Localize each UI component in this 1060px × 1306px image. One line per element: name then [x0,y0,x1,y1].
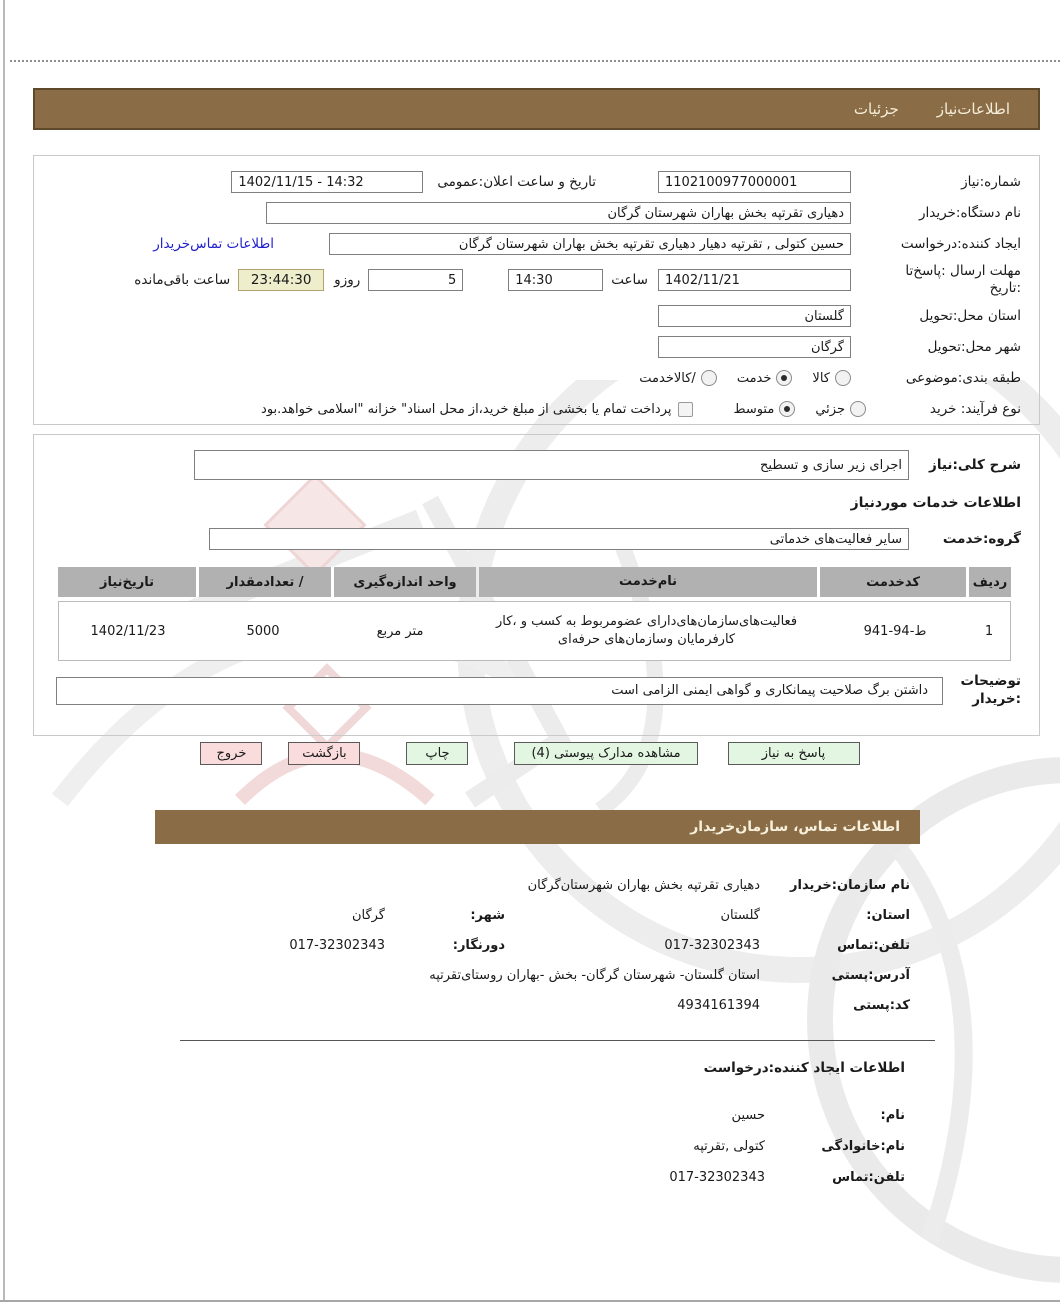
reply-deadline-label [851,263,1021,297]
cell-unit: متر مربع [376,623,424,639]
buyer-notes-label [943,673,1021,708]
radio-partial-label: جزئي [815,401,845,417]
radio-medium[interactable] [779,401,795,417]
buyer-device-label: نام دستگاه:خریدار [918,205,1021,221]
cell-need-date: 1402/11/23 [90,623,166,639]
back-button[interactable]: بازگشت [288,742,360,765]
treasury-note: پرداخت تمام یا بخشی از مبلغ خرید،از محل اسناد" خزانه "اسلامی خواهد.بود [261,401,672,417]
service-group-field[interactable]: سایر فعالیت‌های خدماتی [209,528,909,550]
screen-bottom-border [0,1300,1060,1302]
general-description-label: شرح کلی:نیاز [929,457,1021,473]
top-dotted-divider [10,60,1060,62]
section-divider [180,1040,935,1041]
radio-service[interactable] [776,370,792,386]
radio-service-label: خدمت [736,370,772,386]
col-service-name: نام‌خدمت [479,567,817,597]
process-type-label: نوع فرآیند: خرید [929,401,1021,417]
radio-goods-service-label: /کالاخدمت [639,370,696,386]
creator-name-label: نام: [880,1108,905,1123]
screen-left-border [3,0,5,1300]
creator-family-value: کتولی ,تقرتپه [693,1139,765,1154]
creator-phone-label: تلفن:تماس [832,1170,905,1185]
radio-goods-service[interactable] [701,370,717,386]
days-label: روزو [334,272,361,288]
creator-phone-value: 017-32302343 [669,1170,765,1185]
col-row-number: ردیف [969,567,1011,597]
contact-city-label: شهر: [470,907,505,923]
col-unit: واحد اندازه‌گیری [334,567,476,597]
col-service-code: کدخدمت [820,567,966,597]
tab-bar [33,88,1040,130]
cell-row-number: 1 [984,623,994,639]
postal-code-value: 4934161394 [677,997,760,1013]
creator-section-heading: اطلاعات ایجاد کننده:درخواست [703,1060,905,1076]
cell-quantity: 5000 [246,623,280,639]
services-section-heading: اطلاعات خدمات موردنیاز [850,495,1021,511]
classification-label: طبقه بندی:موضوعی [905,370,1021,386]
radio-goods[interactable] [835,370,851,386]
delivery-province-label: استان محل:تحویل [919,308,1021,324]
creator-family-label: نام:خانوادگی [821,1139,905,1154]
col-quantity: / تعدادمقدار [199,567,331,597]
need-info-panel [33,155,1040,425]
view-attachments-button[interactable]: مشاهده مدارک پیوستی (4) [514,742,697,765]
radio-goods-label: کالا [812,370,830,386]
radio-medium-label: متوسط [733,401,775,417]
deadline-date-field[interactable]: 1402/11/21 [658,269,851,291]
delivery-city-field[interactable]: گرگان [658,336,851,358]
hour-label: ساعت [611,272,648,288]
org-name-value: دهیاری تقرتپه بخش بهاران شهرستان‌گرگان [527,877,760,893]
service-info-panel [33,434,1040,736]
announce-datetime-label: تاریخ و ساعت اعلان:عمومی [437,174,596,190]
tab-need-info[interactable]: اطلاعات‌نیاز [936,100,1010,118]
contact-fax-value: 017-32302343 [289,937,385,953]
delivery-city-label: شهر محل:تحویل [927,339,1021,355]
contact-province-value: گلستان [720,907,760,923]
need-number-field[interactable]: 1102100977000001 [658,171,851,193]
postal-address-value: استان گلستان- شهرستان گرگان- بخش -بهاران روستای‌تقرتپه [429,967,760,983]
buyer-notes-label-line2: :خریدار [972,690,1021,707]
reply-to-need-button[interactable]: پاسخ به نیاز [728,742,860,765]
reply-deadline-label-line1: مهلت ارسال :پاسخ‌تا [905,263,1021,280]
contact-province-label: استان: [866,907,910,923]
treasury-checkbox[interactable] [678,402,693,417]
contact-fax-label: دورنگار: [452,937,505,953]
creator-name-value: حسین [731,1108,765,1123]
buyer-contact-block [125,870,910,1020]
service-group-label: گروه:خدمت [942,531,1021,547]
buyer-contact-link[interactable]: اطلاعات تماس‌خریدار [153,236,274,252]
col-need-date: تاریخ‌نیاز [58,567,196,597]
services-table-header [58,567,1011,597]
request-creator-block [425,1060,905,1193]
radio-partial[interactable] [850,401,866,417]
request-creator-label: ایجاد کننده:درخواست [900,236,1021,252]
buyer-device-field[interactable]: دهیاری تقرتپه بخش بهاران شهرستان گرگان [266,202,851,224]
contact-phone-label: تلفن:تماس [837,937,910,953]
cell-service-code: ط-94-941 [863,623,927,639]
days-field[interactable]: 5 [368,269,463,291]
deadline-time-field[interactable]: 14:30 [508,269,603,291]
exit-button[interactable]: خروج [200,742,262,765]
delivery-province-field[interactable]: گلستان [658,305,851,327]
org-name-label: نام سازمان:خریدار [790,877,910,893]
postal-address-label: آدرس:پستی [831,967,910,983]
request-creator-field[interactable]: حسین کتولی , تقرتپه دهیار دهیاری تقرتپه بخش بهاران شهرستان گرگان [329,233,851,255]
contact-city-value: گرگان [351,907,385,923]
tab-details[interactable]: جزئیات [853,100,899,118]
announce-datetime-field[interactable]: 1402/11/15 - 14:32 [231,171,423,193]
buyer-notes-field[interactable]: داشتن برگ صلاحیت پیمانکاری و گواهی ایمنی الزامی است [56,677,943,705]
print-button[interactable]: چاپ [406,742,468,765]
remaining-hours-label: ساعت باقی‌مانده [134,272,231,288]
postal-code-label: کد:پستی [853,997,910,1013]
need-number-label: شماره:نیاز [961,174,1021,190]
contact-phone-value: 017-32302343 [664,937,760,953]
action-buttons-row [0,742,1060,765]
cell-service-name: فعالیت‌های‌سازمان‌های‌دارای عضومربوط به کسب و ،کار کارفرمایان وسازمان‌های حرفه‌ای [495,613,798,647]
remaining-time-box: 23:44:30 [238,269,324,291]
general-description-field[interactable]: اجرای زیر سازی و تسطیح [194,450,909,480]
reply-deadline-label-line2: :تاریخ [989,280,1021,296]
table-row [58,601,1011,661]
buyer-contact-section-header: اطلاعات تماس، سازمان‌خریدار [155,810,920,844]
buyer-notes-label-line1: توضیحات [960,673,1021,689]
